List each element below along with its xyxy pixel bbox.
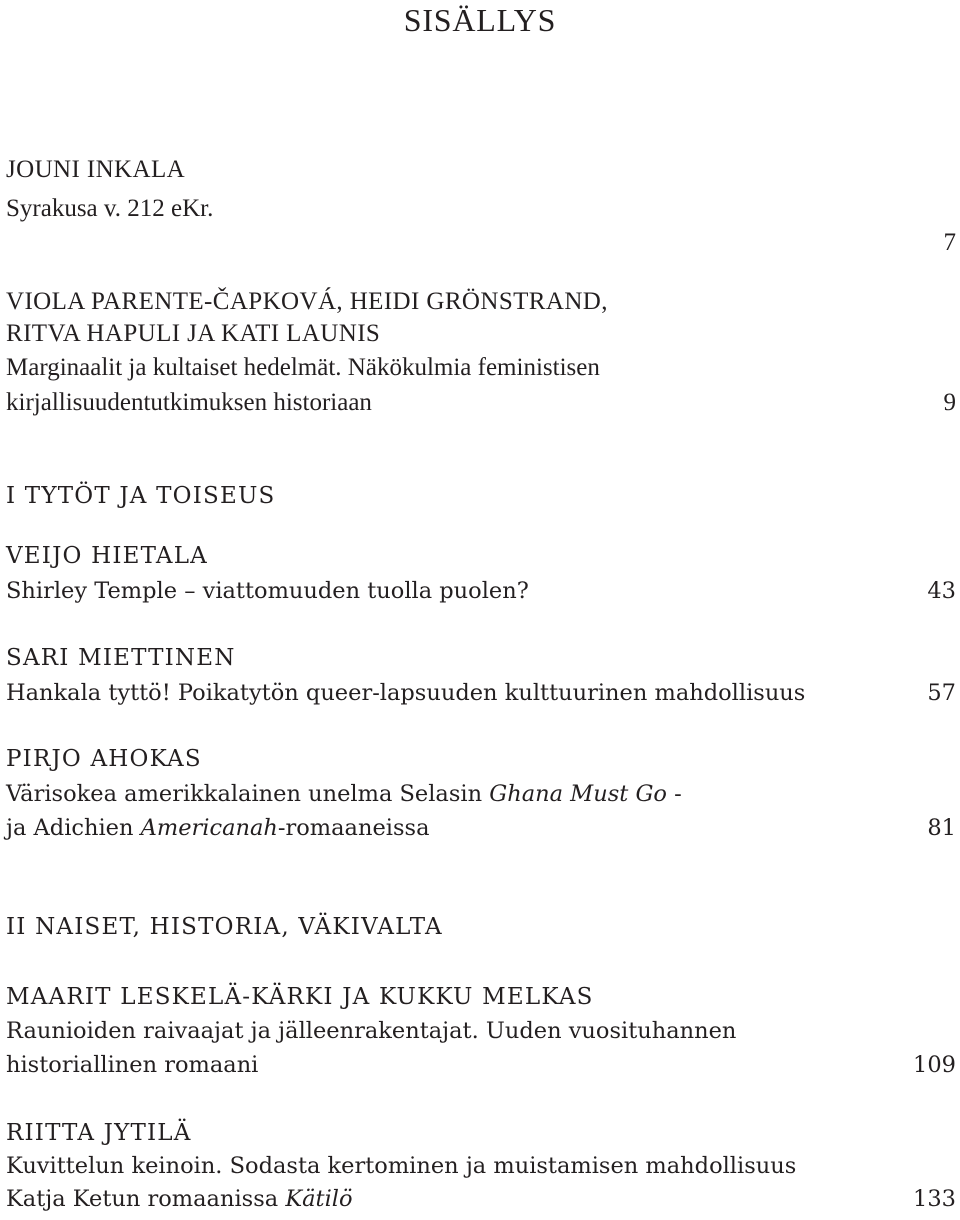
entry-author: VIOLA PARENTE-ČAPKOVÁ, HEIDI GRÖNSTRAND, [6,288,608,315]
entry-title [6,817,430,840]
book-title: Kätilö [285,1186,353,1212]
entry-title [6,1188,353,1211]
entry-title: kirjallisuudentutkimuksen historiaan [6,389,372,416]
entry-page-number: 133 [913,1186,956,1212]
entry-title-text: -romaaneissa [277,815,430,841]
entry-author: JOUNI INKALA [6,156,186,183]
entry-page-number: 43 [927,578,956,604]
entry-title: Marginaalit ja kultaiset hedelmät. Näkökulmia feministisen [6,354,600,381]
section-heading: I TYTÖT JA TOISEUS [6,483,276,509]
entry-title-text: Katja Ketun romaanissa [6,1186,286,1212]
entry-author: MAARIT LESKELÄ-KÄRKI JA KUKKU MELKAS [6,984,594,1010]
entry-author: VEIJO HIETALA [6,543,208,569]
entry-page-number: 109 [913,1052,956,1078]
entry-author: PIRJO AHOKAS [6,746,202,772]
entry-title-text: Värisokea amerikkalainen unelma Selasin [6,781,490,807]
entry-title: Kuvittelun keinoin. Sodasta kertominen ja muistamisen mahdollisuus [6,1153,797,1179]
entry-page-number: 9 [943,389,956,416]
page-title: SISÄLLYS [403,2,557,38]
entry-page-number: 7 [943,229,956,256]
entry-title [6,783,682,806]
entry-title: Syrakusa v. 212 eKr. [6,195,214,222]
entry-author: RIITTA JYTILÄ [6,1120,192,1146]
entry-title-text: ja Adichien [6,815,141,841]
entry-page-number: 57 [927,680,956,706]
entry-title: Shirley Temple – viattomuuden tuolla puolen? [6,578,529,604]
book-title: Ghana Must Go [489,781,667,807]
entry-title: Raunioiden raivaajat ja jälleenrakentajat. Uuden vuosituhannen [6,1018,737,1044]
entry-author: SARI MIETTINEN [6,645,236,671]
entry-title-text: - [666,781,682,807]
entry-page-number: 81 [927,815,956,841]
entry-author: RITVA HAPULI JA KATI LAUNIS [6,320,381,347]
section-heading: II NAISET, HISTORIA, VÄKIVALTA [6,914,443,940]
entry-title: historiallinen romaani [6,1052,259,1078]
entry-title: Hankala tyttö! Poikatytön queer-lapsuuden kulttuurinen mahdollisuus [6,680,806,706]
book-title: Americanah [140,815,278,841]
